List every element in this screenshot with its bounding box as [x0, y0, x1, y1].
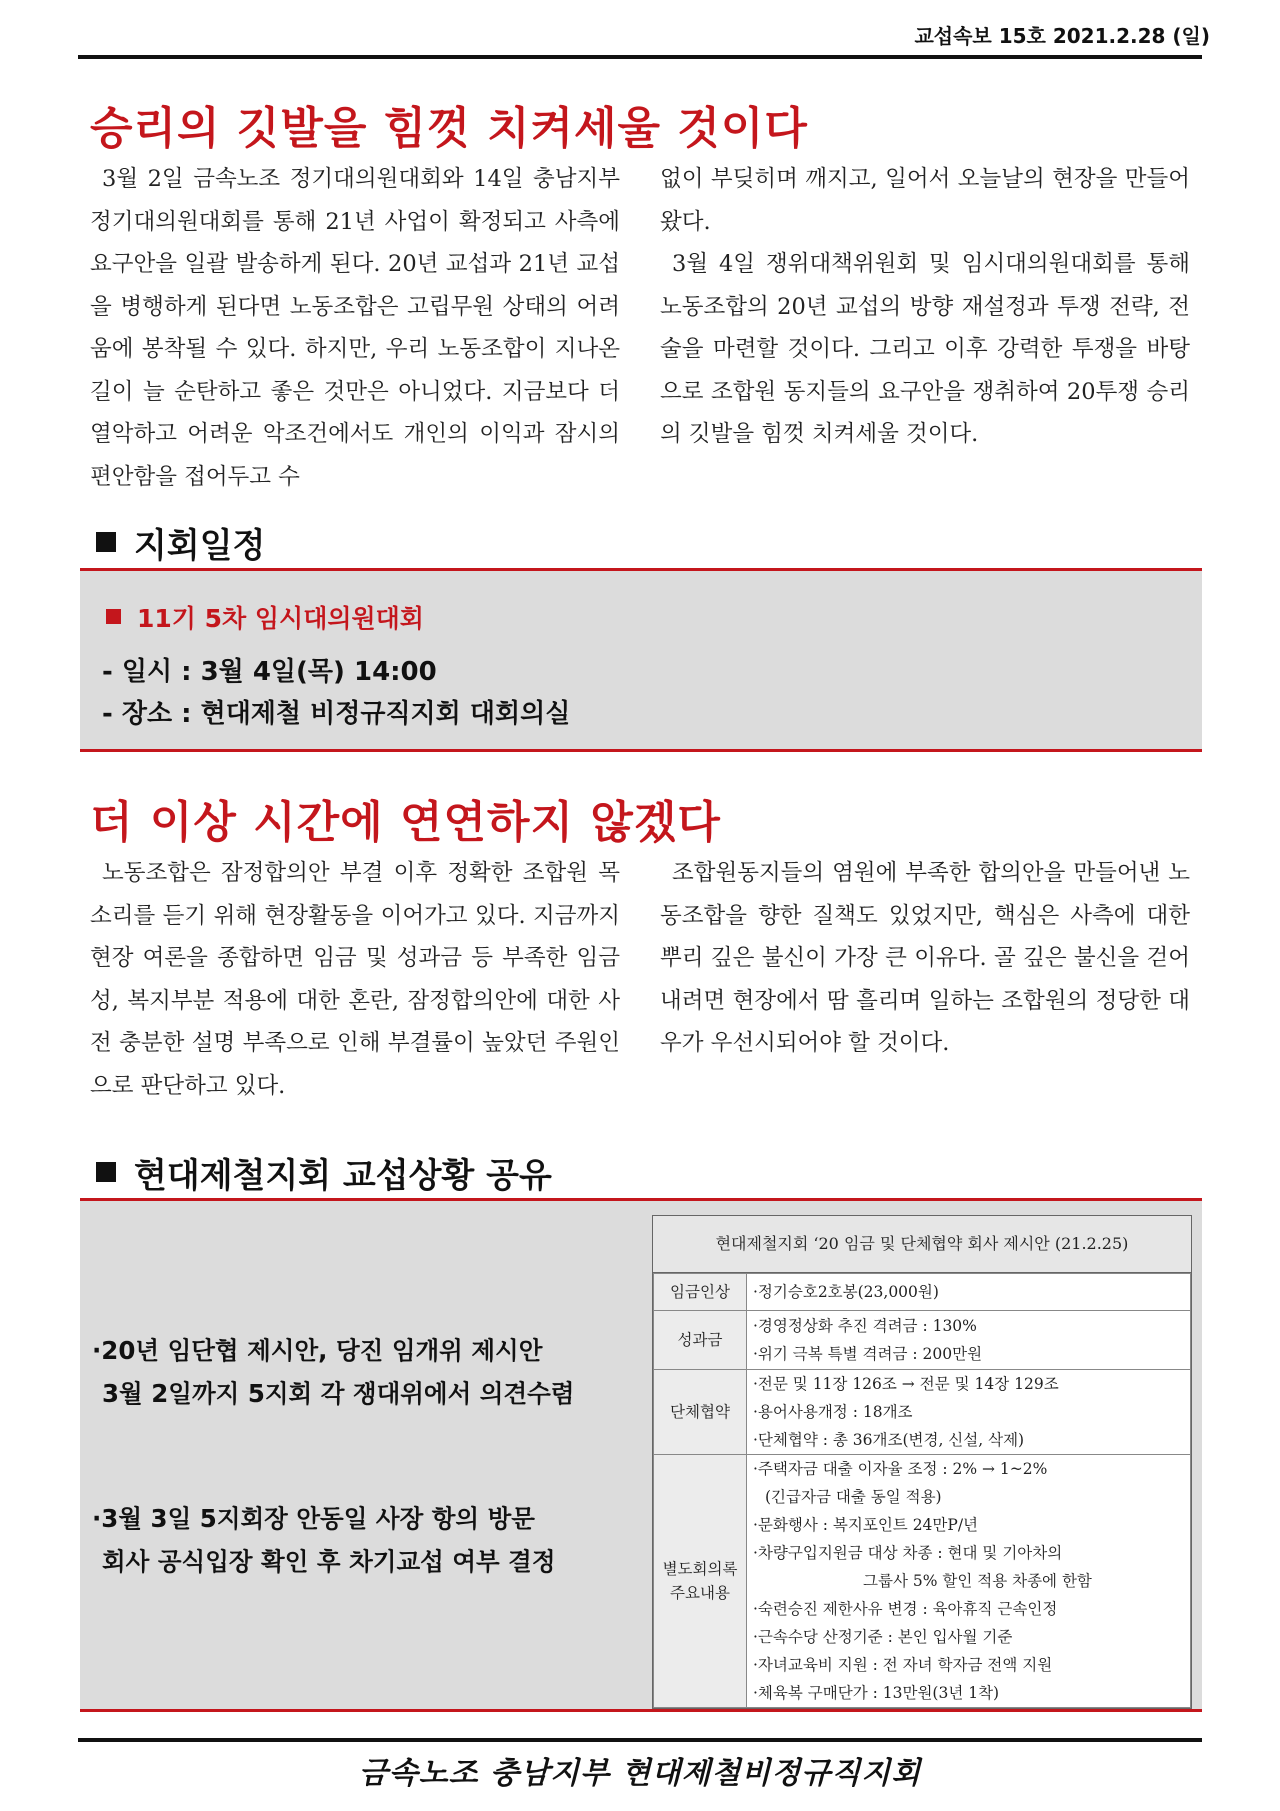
table-item: ·전문 및 11장 126조 → 전문 및 14장 129조 — [753, 1375, 1059, 1393]
table-items-cell — [747, 1455, 1191, 1708]
bullet-2-line-2: 회사 공식입장 확인 후 차기교섭 여부 결정 — [102, 1547, 556, 1576]
table-row — [654, 1455, 1191, 1708]
category-line-2: 주요내용 — [670, 1584, 730, 1602]
bullet-2-line-1: ·3월 3일 5지회장 안동일 사장 항의 방문 — [92, 1504, 535, 1533]
square-bullet-icon — [106, 609, 121, 624]
table-category-cell: 단체협약 — [654, 1370, 747, 1455]
article2-right-paragraph: 조합원동지들의 염원에 부족한 합의안을 만들어낸 노동조합을 향한 질책도 있었지만, 핵심은 사측에 대한 뿌리 깊은 불신이 가장 큰 이유다. 골 깊은 불신을 걷어내려면 현장에서 땀 흘리며 일하는 조합원의 정당한 대우가 우선시되어야 할 것이다. — [660, 860, 1190, 1056]
table-items-cell — [747, 1274, 1191, 1311]
table-item: ·문화행사 : 복지포인트 24만P/년 — [753, 1516, 979, 1534]
meeting-datetime: - 일시 : 3월 4일(목) 14:00 — [102, 657, 437, 687]
negotiation-box — [80, 1198, 1202, 1712]
table-item: ·용어사용개정 : 18개조 — [753, 1403, 913, 1421]
article2-right-column — [660, 852, 1190, 1107]
schedule-section-title — [96, 518, 265, 567]
table-row — [654, 1311, 1191, 1370]
article2-left-paragraph: 노동조합은 잠정합의안 부결 이후 정확한 조합원 목소리를 듣기 위해 현장활동을 이어가고 있다. 지금까지 현장 여론을 종합하면 임금 및 성과금 등 부족한 임금성, 복지부분 적용에 대한 혼란, 잠정합의안에 대한 사전 충분한 설명 부족으로 인해 부결률이 높았던 주원인으로 판단하고 있다. — [90, 860, 620, 1099]
article1-right-paragraph-1: 없이 부딪히며 깨지고, 일어서 오늘날의 현장을 만들어왔다. — [660, 166, 1190, 235]
square-bullet-icon — [96, 1162, 116, 1182]
article1-right-paragraph-2: 3월 4일 쟁위대책위원회 및 임시대의원대회를 통해 노동조합의 20년 교섭의 방향 재설정과 투쟁 전략, 전술을 마련할 것이다. 그리고 이후 강력한 투쟁을 바탕으로 조합원 동지들의 요구안을 쟁취하여 20투쟁 승리의 깃발을 힘껏 치켜세울 것이다. — [660, 251, 1190, 447]
company-proposal-table — [652, 1215, 1192, 1709]
table-row — [654, 1370, 1191, 1455]
table-item: ·위기 극복 특별 격려금 : 200만원 — [753, 1345, 983, 1363]
category-line-1: 별도회의록 — [662, 1560, 738, 1578]
bottom-rule — [78, 1738, 1202, 1742]
meeting-title — [106, 599, 424, 635]
article2-title: 더 이상 시간에 연연하지 않겠다 — [90, 797, 721, 848]
table-title: 현대제철지회 ‘20 임금 및 단체협약 회사 제시안 (21.2.25) — [653, 1216, 1191, 1273]
negotiation-bullet-1 — [92, 1329, 574, 1415]
issue-header: 교섭속보 15호 2021.2.28 (일) — [914, 24, 1210, 48]
table-item: ·차량구입지원금 대상 차종 : 현대 및 기아차의 — [753, 1544, 1063, 1562]
table-item: ·단체협약 : 총 36개조(변경, 신설, 삭제) — [753, 1431, 1025, 1449]
negotiation-section-label: 현대제철지회 교섭상황 공유 — [134, 1156, 552, 1196]
table-item: ·주택자금 대출 이자율 조정 : 2% → 1~2% — [753, 1460, 1048, 1478]
table-items-cell — [747, 1311, 1191, 1370]
article1-body — [90, 158, 1190, 498]
article2-body — [90, 852, 1190, 1107]
meeting-title-text: 11기 5차 임시대의원대회 — [137, 604, 424, 633]
article1-left-paragraph: 3월 2일 금속노조 정기대의원대회와 14일 충남지부 정기대의원대회를 통해 21년 사업이 확정되고 사측에 요구안을 일괄 발송하게 된다. 20년 교섭과 21년 교섭을 병행하게 된다면 노동조합은 고립무원 상태의 어려움에 봉착될 수 있다. 하지만, 우리 노동조합이 지나온 길이 늘 순탄하고 좋은 것만은 아니었다. 지금보다 더 열악하고 어려운 악조건에서도 개인의 이익과 잠시의 편안함을 접어두고 수 — [90, 166, 620, 490]
table-category-cell: 임금인상 — [654, 1274, 747, 1311]
negotiation-section-title — [96, 1148, 552, 1197]
negotiation-bullet-2 — [92, 1497, 556, 1583]
proposal-table-grid — [653, 1273, 1191, 1708]
table-item: (긴급자금 대출 동일 적용) — [765, 1488, 942, 1506]
bullet-1-line-2: 3월 2일까지 5지회 각 쟁대위에서 의견수렴 — [102, 1379, 575, 1408]
table-item: ·경영정상화 추진 격려금 : 130% — [753, 1317, 977, 1335]
schedule-box — [80, 568, 1202, 752]
top-rule — [78, 55, 1202, 59]
table-item: ·숙련승진 제한사유 변경 : 육아휴직 근속인정 — [753, 1600, 1058, 1618]
footer-signature: 금속노조 충남지부 현대제철비정규직지회 — [358, 1756, 922, 1791]
table-item: ·근속수당 산정기준 : 본인 입사월 기준 — [753, 1628, 1013, 1646]
schedule-section-label: 지회일정 — [134, 526, 266, 566]
article1-left-column — [90, 158, 620, 498]
table-row — [654, 1274, 1191, 1311]
meeting-place: - 장소 : 현대제철 비정규직지회 대회의실 — [102, 699, 571, 729]
table-item: ·정기승호2호봉(23,000원) — [753, 1283, 939, 1301]
table-items-cell — [747, 1370, 1191, 1455]
article1-right-column — [660, 158, 1190, 498]
table-category-cell: 성과금 — [654, 1311, 747, 1370]
table-item: 그룹사 5% 할인 적용 차종에 한함 — [863, 1572, 1092, 1590]
square-bullet-icon — [96, 532, 116, 552]
article2-left-column — [90, 852, 620, 1107]
article1-title: 승리의 깃발을 힘껏 치켜세울 것이다 — [90, 103, 808, 154]
table-category-cell — [654, 1455, 747, 1708]
table-item: ·자녀교육비 지원 : 전 자녀 학자금 전액 지원 — [753, 1656, 1053, 1674]
table-item: ·체육복 구매단가 : 13만원(3년 1착) — [753, 1684, 1000, 1702]
bullet-1-line-1: ·20년 임단협 제시안, 당진 임개위 제시안 — [92, 1336, 543, 1365]
